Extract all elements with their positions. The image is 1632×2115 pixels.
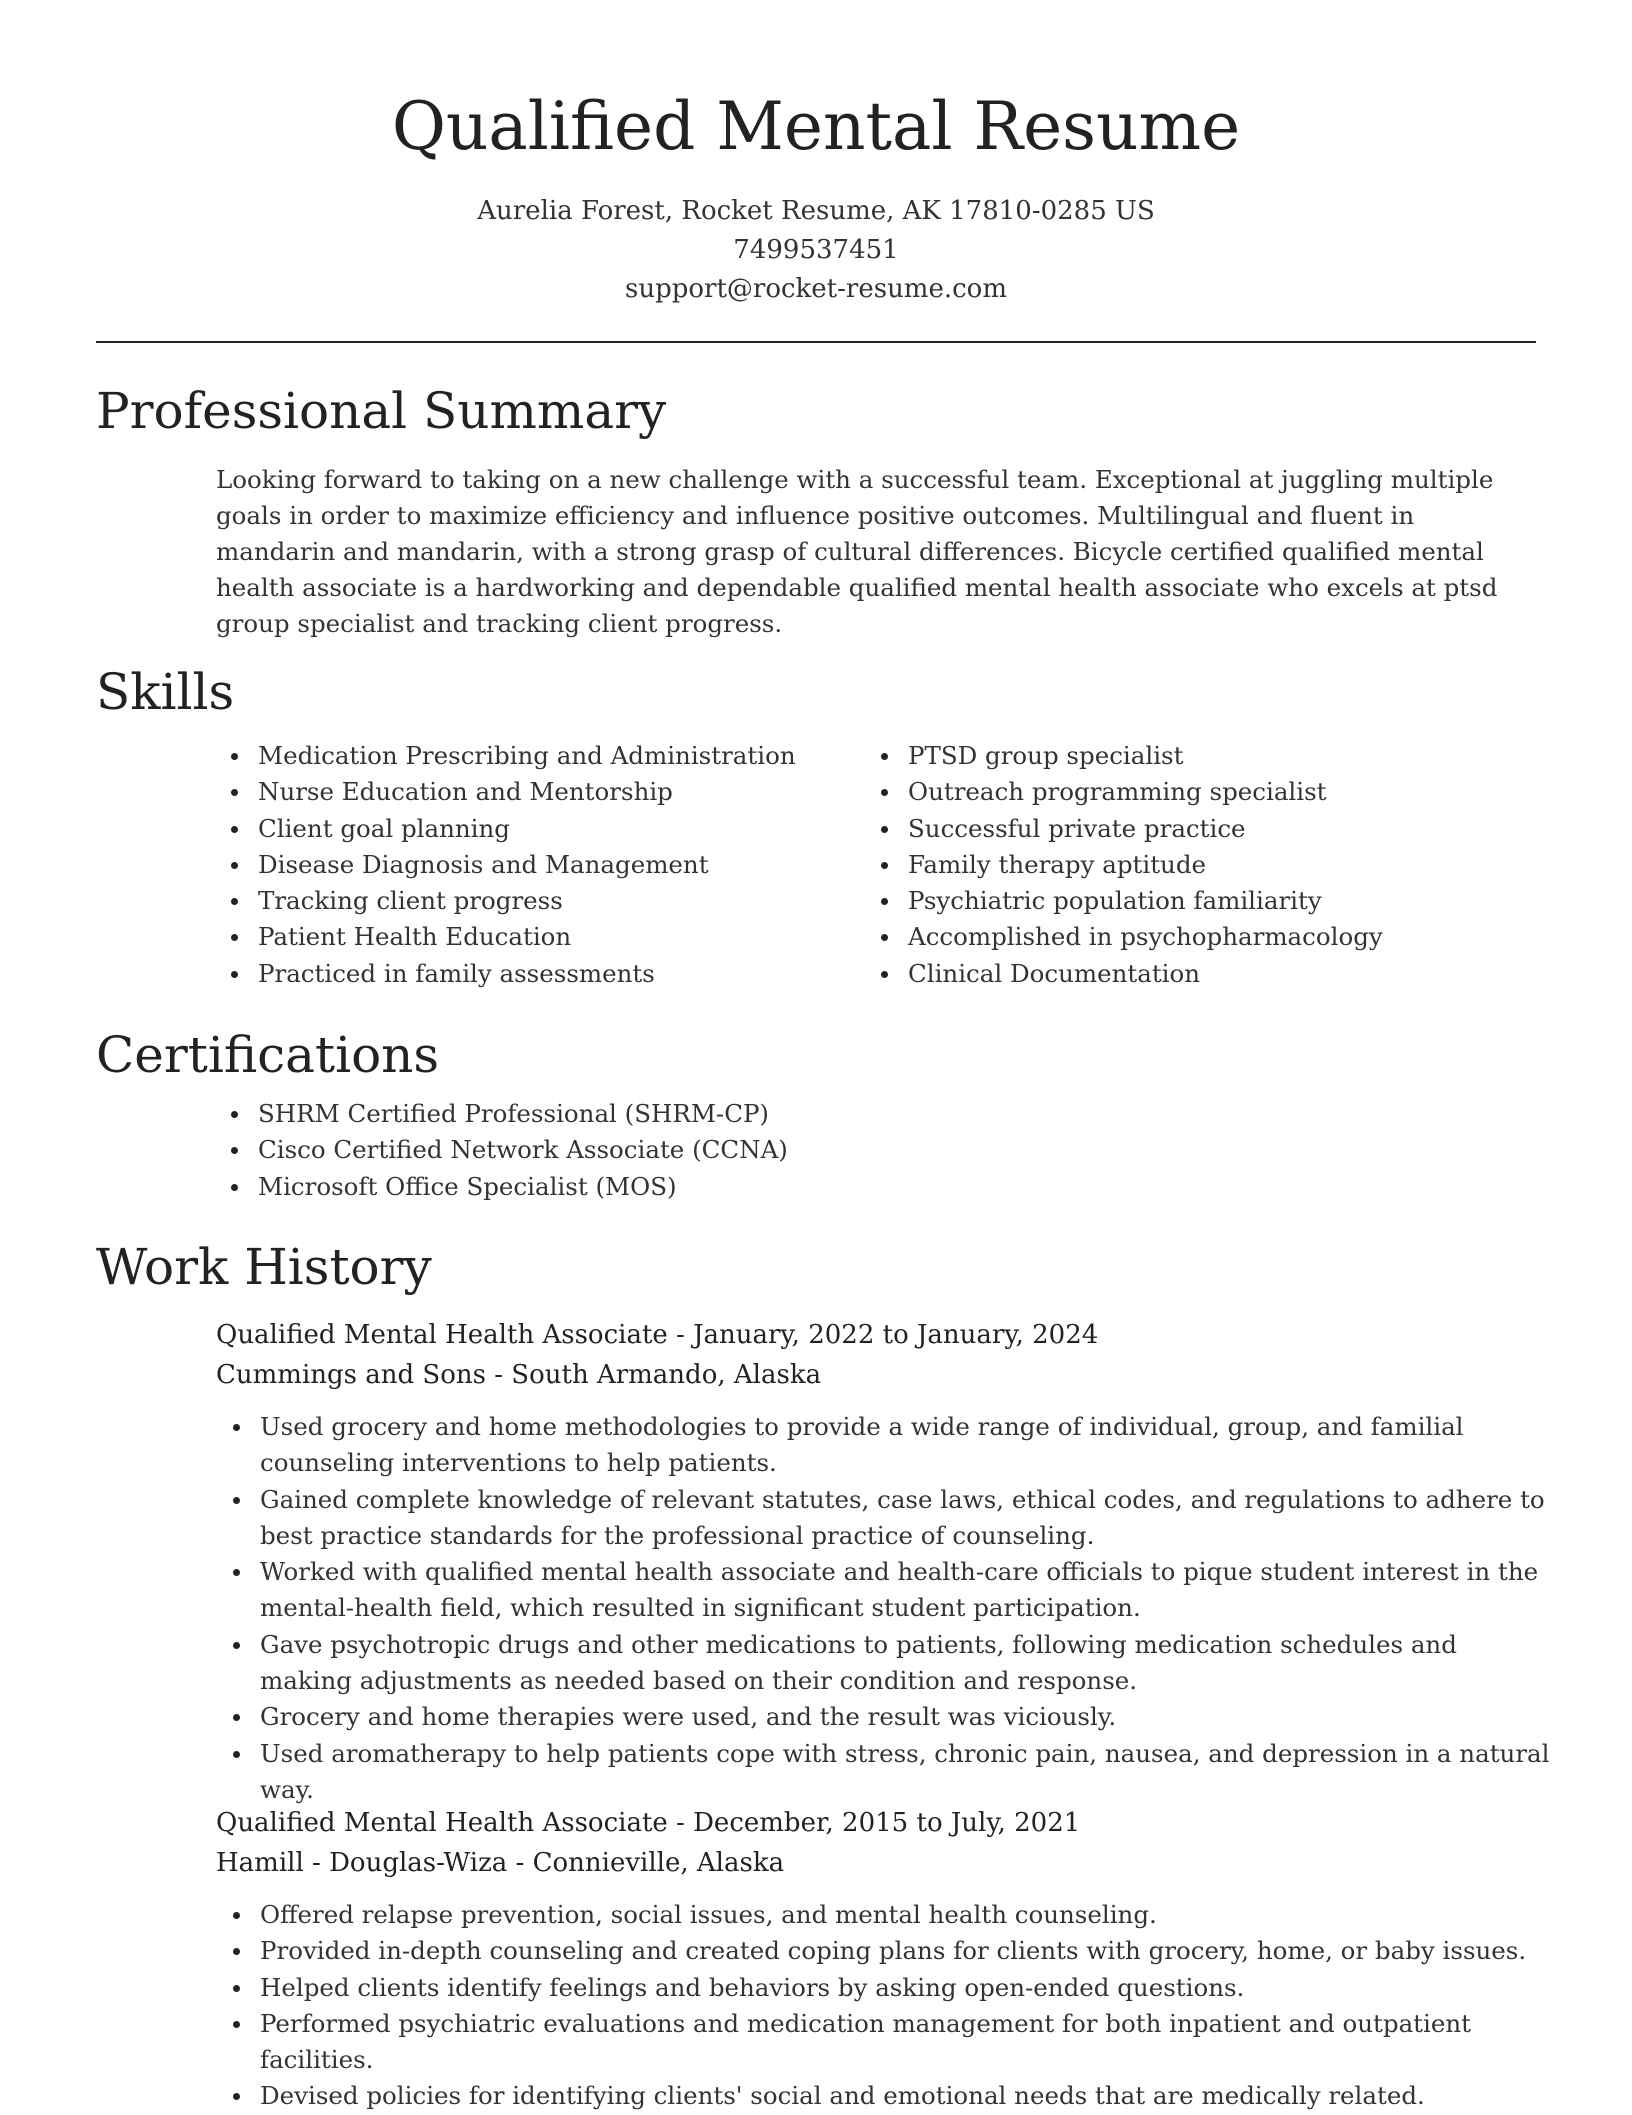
job-title-line: Qualified Mental Health Associate - December, 2015 to July, 2021 [216, 1808, 1081, 1838]
skill-item: Accomplished in psychopharmacology [908, 919, 1383, 955]
job-bullet: Grocery and home therapies were used, and the result was viciously. [260, 1699, 1550, 1735]
summary-text: Looking forward to taking on a new challenge with a successful team. Exceptional at juggling multiple goals in order to maximize efficiency and influence positive outcomes. Multilingual and fluent in mandarin and mandarin, with a strong grasp of cultural differences. Bicycle certified qualified mental health associate is a hardworking and dependable qualified mental health associate who excels at ptsd group specialist and tracking client progress. [216, 465, 1498, 638]
skill-item: Medication Prescribing and Administration [258, 738, 796, 774]
header-divider [96, 341, 1536, 343]
skill-item: Successful private practice [908, 811, 1383, 847]
skill-item: Psychiatric population familiarity [908, 883, 1383, 919]
job-bullet: Used aromatherapy to help patients cope with stress, chronic pain, nausea, and depression in a natural way. [260, 1736, 1550, 1809]
skill-item: Family therapy aptitude [908, 847, 1383, 883]
contact-email: support@rocket-resume.com [624, 274, 1007, 304]
job-bullet: Devised policies for identifying clients' social and emotional needs that are medically related. [260, 2078, 1550, 2114]
job-bullets [260, 1897, 1550, 2115]
resume-title: Qualified Mental Resume [391, 88, 1241, 165]
job-title-line: Qualified Mental Health Associate - January, 2022 to January, 2024 [216, 1320, 1099, 1350]
job-company-line: Cummings and Sons - South Armando, Alaska [216, 1360, 822, 1390]
skills-heading: Skills [96, 663, 235, 721]
job-company-line: Hamill - Douglas-Wiza - Connieville, Alaska [216, 1848, 785, 1878]
contact-block [0, 192, 1632, 309]
skill-item: Client goal planning [258, 811, 796, 847]
skills-list-left [258, 738, 796, 992]
skill-item: Disease Diagnosis and Management [258, 847, 796, 883]
job-bullet: Worked with qualified mental health associate and health-care officials to pique student interest in the mental-health field, which resulted in significant student participation. [260, 1554, 1550, 1627]
skill-item: Clinical Documentation [908, 956, 1383, 992]
skill-item: Nurse Education and Mentorship [258, 774, 796, 810]
job-bullet: Helped clients identify feelings and behaviors by asking open-ended questions. [260, 1970, 1550, 2006]
skill-item: Outreach programming specialist [908, 774, 1383, 810]
contact-phone: 7499537451 [733, 235, 899, 265]
skill-item: Practiced in family assessments [258, 956, 796, 992]
job-bullet: Offered relapse prevention, social issues, and mental health counseling. [260, 1897, 1550, 1933]
job-bullet: Used grocery and home methodologies to provide a wide range of individual, group, and familial counseling interventions to help patients. [260, 1409, 1550, 1482]
contact-address: Aurelia Forest, Rocket Resume, AK 17810-0285 US [477, 196, 1155, 226]
job-bullets [260, 1409, 1550, 1808]
summary-heading: Professional Summary [96, 382, 667, 440]
skill-item: Patient Health Education [258, 919, 796, 955]
certification-item: Cisco Certified Network Associate (CCNA) [258, 1132, 788, 1168]
certifications-heading: Certifications [96, 1026, 440, 1084]
job-bullet: Gave psychotropic drugs and other medications to patients, following medication schedules and making adjustments as needed based on their condition and response. [260, 1627, 1550, 1700]
job-bullet: Provided in-depth counseling and created coping plans for clients with grocery, home, or baby issues. [260, 1933, 1550, 1969]
certification-item: SHRM Certified Professional (SHRM-CP) [258, 1096, 788, 1132]
skills-list-right [908, 738, 1383, 992]
work-history-heading: Work History [96, 1238, 432, 1296]
job-bullet: Gained complete knowledge of relevant statutes, case laws, ethical codes, and regulations to adhere to best practice standards for the professional practice of counseling. [260, 1482, 1550, 1555]
skill-item: PTSD group specialist [908, 738, 1383, 774]
certifications-list [258, 1096, 788, 1205]
skill-item: Tracking client progress [258, 883, 796, 919]
job-bullet: Performed psychiatric evaluations and medication management for both inpatient and outpatient facilities. [260, 2006, 1550, 2079]
certification-item: Microsoft Office Specialist (MOS) [258, 1169, 788, 1205]
